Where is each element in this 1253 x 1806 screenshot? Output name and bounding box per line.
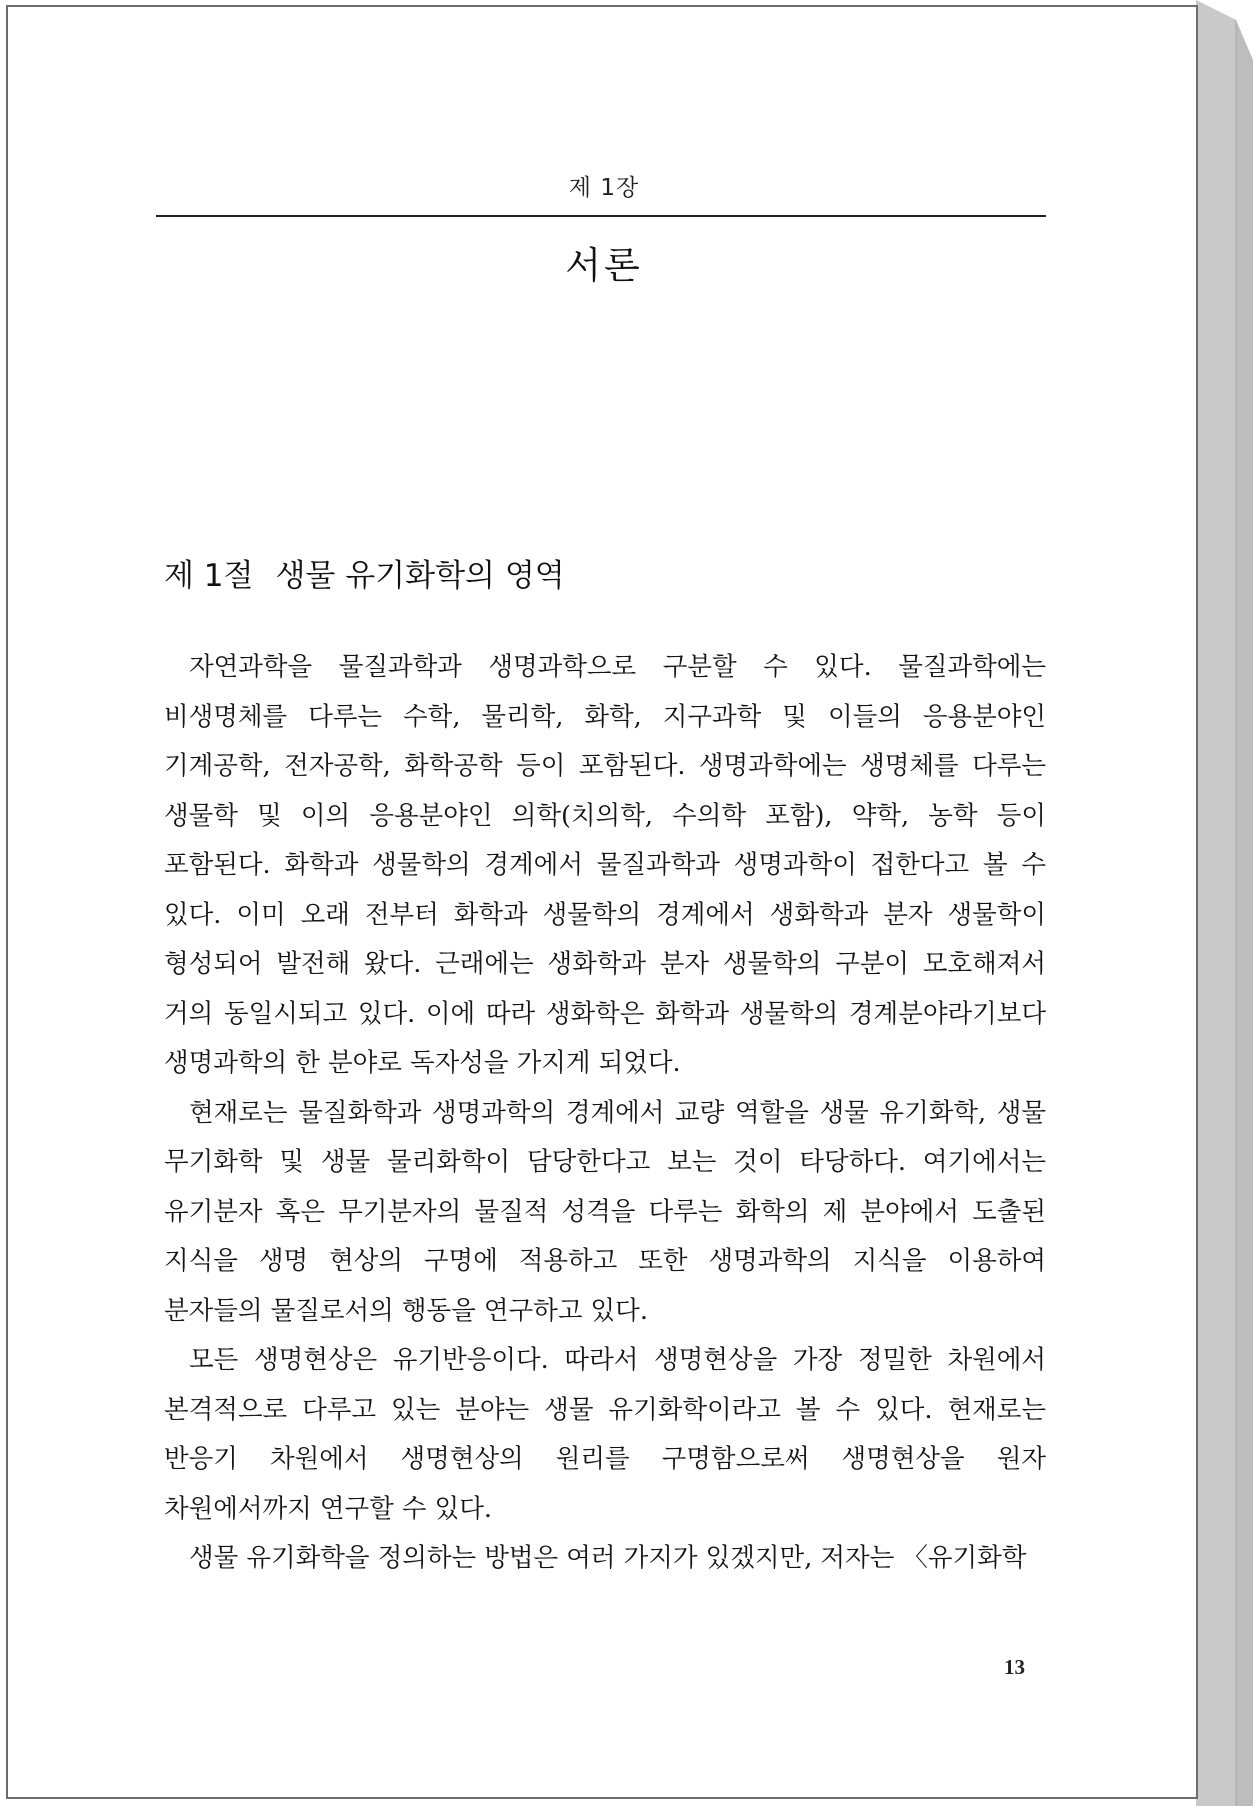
body-text [164, 643, 1046, 1584]
paragraph: 생물 유기화학을 정의하는 방법은 여러 가지가 있겠지만, 저자는 〈유기화학 [189, 1543, 1027, 1573]
chapter-title: 서론 [565, 244, 643, 287]
section-number: 제 1절 [164, 558, 254, 594]
section-heading [164, 550, 565, 595]
paragraph: 현재로는 물질화학과 생명과학의 경계에서 교량 역할을 생물 유기화학, 생물 무기화학 및 생물 물리화학이 담당한다고 보는 것이 타당하다. 여기에서는 유기분자 혹은 무기분자의 물질적 성격을 다루는 화학의 제 분야에서 도출된 지식을 생명 현상의 구명에 적용하고 또한 생명과학의 지식을 이용하여 분자들의 물질로서의 행동을 연구하고 있다. [164, 1097, 1046, 1326]
chapter-divider [156, 215, 1046, 217]
page-number: 13 [1004, 1655, 1025, 1679]
document-page [6, 5, 1198, 1799]
page-stack-edge [1196, 0, 1253, 1806]
paragraph: 자연과학을 물질과학과 생명과학으로 구분할 수 있다. 물질과학에는 비생명체를 다루는 수학, 물리학, 화학, 지구과학 및 이들의 응용분야인 기계공학, 전자공학, 화학공학 등이 포함된다. 생명과학에는 생명체를 다루는 생물학 및 이의 응용분야인 의학(치의학, 수의학 포함), 약학, 농학 등이 포함된다. 화학과 생물학의 경계에서 물질과학과 생명과학이 접한다고 볼 수 있다. 이미 오래 전부터 화학과 생물학의 경계에서 생화학과 분자 생물학이 형성되어 발전해 왔다. 근래에는 생화학과 분자 생물학의 구분이 모호해져서 거의 동일시되고 있다. 이에 따라 생화학은 화학과 생물학의 경계분야라기보다 생명과학의 한 분야로 독자성을 가지게 되었다. [164, 652, 1046, 1078]
section-title: 생물 유기화학의 영역 [275, 558, 565, 594]
chapter-label: 제 1장 [568, 175, 640, 201]
paragraph: 모든 생명현상은 유기반응이다. 따라서 생명현상을 가장 정밀한 차원에서 본격적으로 다루고 있는 분야는 생물 유기화학이라고 볼 수 있다. 현재로는 반응기 차원에서 생명현상의 원리를 구명함으로써 생명현상을 원자 차원에서까지 연구할 수 있다. [164, 1345, 1046, 1524]
